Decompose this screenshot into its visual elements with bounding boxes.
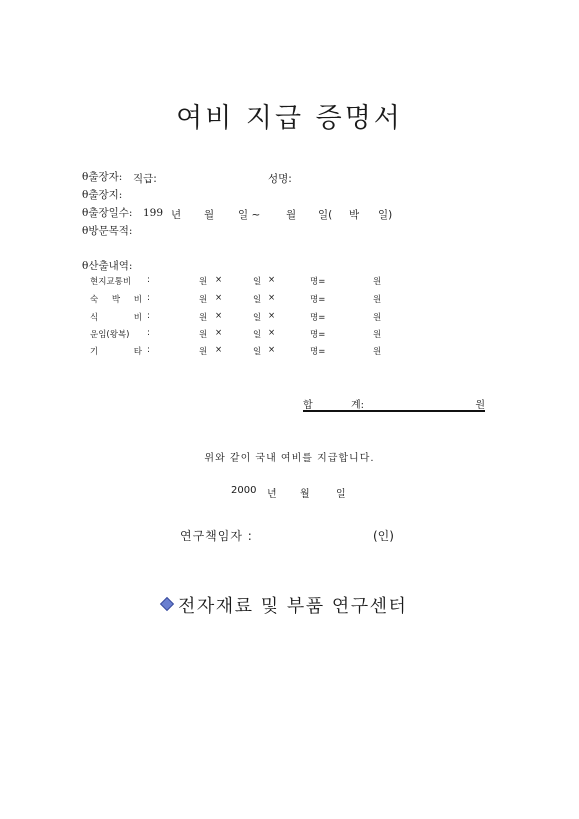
calc-colon: :: [147, 311, 150, 321]
calc-won-total: 원: [373, 277, 382, 287]
calc-item-label: 숙 박 비: [90, 295, 142, 305]
calc-item-label: 운임(왕복): [90, 330, 130, 340]
calc-won: 원: [199, 347, 208, 357]
signature-seal: (인): [373, 529, 394, 543]
calc-times: ×: [215, 275, 223, 285]
statement: 위와 같이 국내 여비를 지급합니다.: [204, 453, 375, 464]
calc-colon: :: [147, 328, 150, 338]
purpose-label: θ방문목적:: [82, 225, 133, 237]
total-gye: 계:: [351, 400, 365, 411]
period-wol2: 월: [286, 209, 297, 221]
calc-won: 원: [199, 295, 208, 305]
calc-times: ×: [268, 275, 276, 285]
rank-label: 직급:: [133, 173, 157, 185]
calc-won-total: 원: [373, 330, 382, 340]
document-title: 여비 지급 증명서: [176, 103, 403, 134]
date-nyeon: 년: [267, 489, 277, 500]
calc-item-label: 기 타: [90, 347, 142, 357]
date-il: 일: [336, 489, 346, 500]
calc-won-total: 원: [373, 295, 382, 305]
calc-il: 일: [253, 295, 262, 305]
calc-heading: θ산출내역:: [82, 260, 133, 272]
calc-times: ×: [215, 293, 223, 303]
period-year: 199: [143, 207, 164, 219]
calc-il: 일: [253, 313, 262, 323]
calc-row: [0, 293, 579, 305]
calc-il: 일: [253, 347, 262, 357]
period-il3: 일): [378, 209, 393, 221]
calc-won: 원: [199, 313, 208, 323]
destination-label: θ출장지:: [82, 189, 123, 201]
calc-item-label: 식 비: [90, 313, 142, 323]
calc-won-total: 원: [373, 313, 382, 323]
calc-row: [0, 328, 579, 340]
date-year: 2000: [231, 485, 257, 496]
period-il: 일 ~: [238, 209, 261, 221]
date-wol: 월: [300, 489, 310, 500]
calc-myeong: 명=: [310, 330, 326, 340]
calc-row: [0, 275, 579, 287]
period-wol: 월: [204, 209, 215, 221]
calc-times: ×: [268, 293, 276, 303]
calc-times: ×: [268, 328, 276, 338]
footer-org: [162, 592, 407, 618]
calc-myeong: 명=: [310, 295, 326, 305]
calc-myeong: 명=: [310, 313, 326, 323]
calc-myeong: 명=: [310, 277, 326, 287]
calc-won: 원: [199, 277, 208, 287]
diamond-icon: [160, 597, 174, 611]
calc-item-label: 현지교통비: [90, 277, 132, 287]
calc-row: [0, 345, 579, 357]
total-line: [303, 396, 485, 412]
total-hap: 합: [303, 400, 313, 411]
calc-il: 일: [253, 277, 262, 287]
calc-row: [0, 311, 579, 323]
calc-il: 일: [253, 330, 262, 340]
signature-label: 연구책임자 :: [180, 529, 253, 543]
calc-colon: :: [147, 275, 150, 285]
period-nyeon: 년: [171, 209, 182, 221]
footer-org-name: 전자재료 및 부품 연구센터: [178, 596, 408, 617]
calc-times: ×: [268, 311, 276, 321]
period-il2: 일(: [318, 209, 333, 221]
calc-times: ×: [268, 345, 276, 355]
calc-myeong: 명=: [310, 347, 326, 357]
calc-times: ×: [215, 328, 223, 338]
calc-times: ×: [215, 311, 223, 321]
calc-won-total: 원: [373, 347, 382, 357]
period-bak: 박: [349, 209, 360, 221]
period-label: θ출장일수:: [82, 207, 133, 219]
calc-times: ×: [215, 345, 223, 355]
calc-won: 원: [199, 330, 208, 340]
name-label: 성명:: [268, 173, 292, 185]
calc-colon: :: [147, 345, 150, 355]
calc-colon: :: [147, 293, 150, 303]
traveler-label: θ출장자:: [82, 171, 123, 183]
total-won: 원: [475, 400, 485, 411]
